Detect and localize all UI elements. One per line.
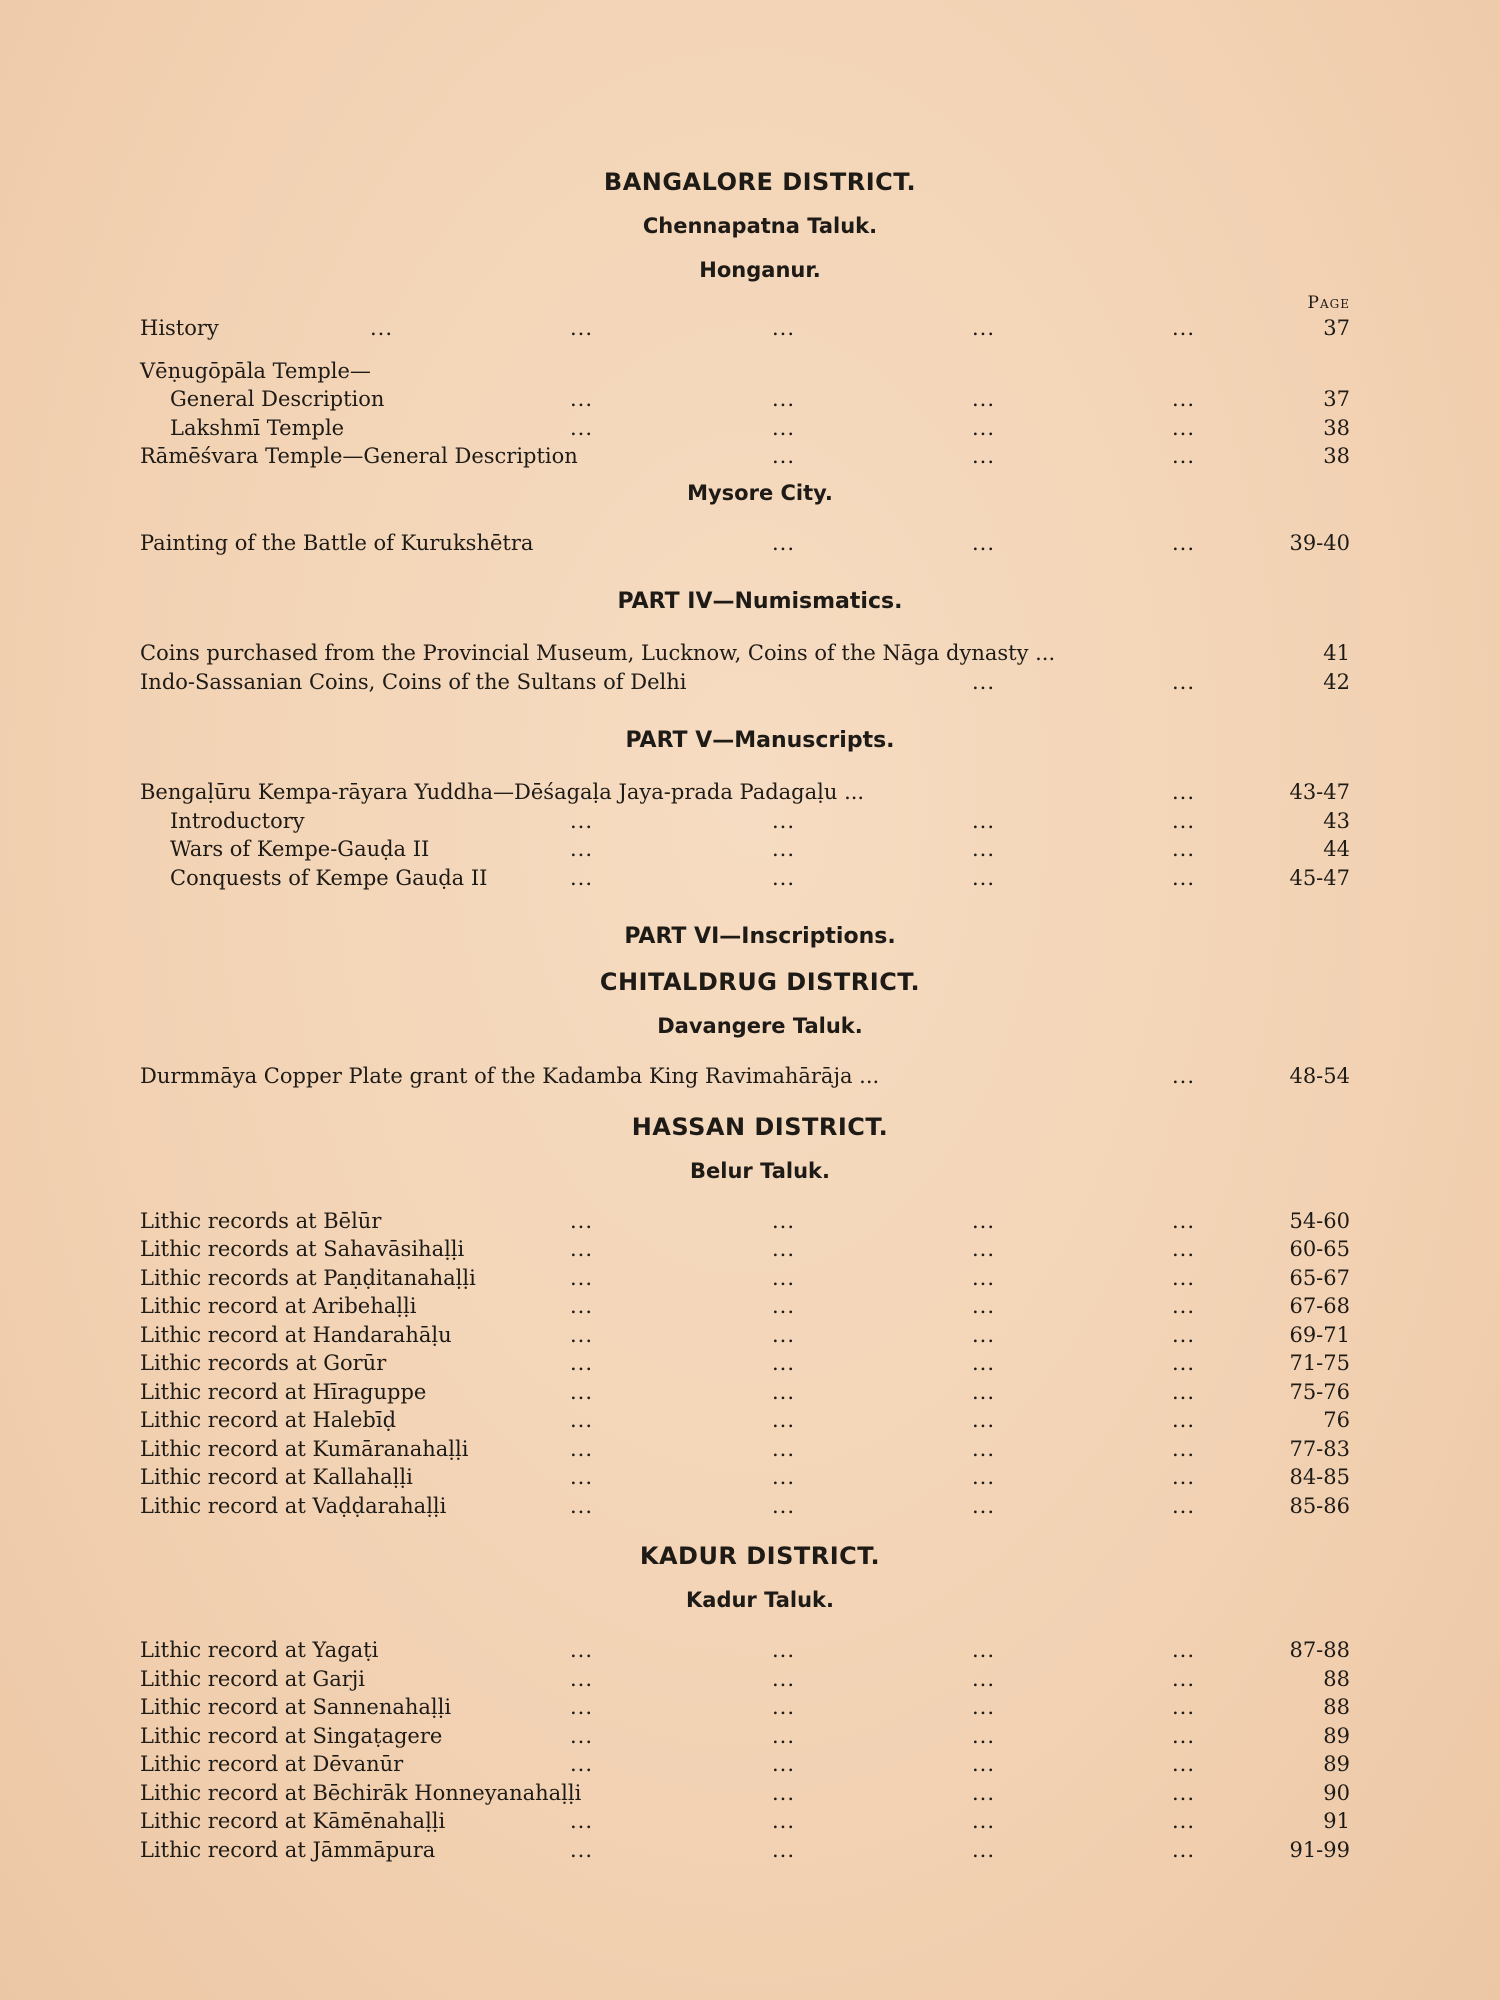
leader-dots: ... (1172, 808, 1196, 833)
toc-row (140, 1264, 1350, 1293)
leader-dots: ... (972, 1837, 996, 1862)
toc-row (140, 1321, 1350, 1350)
toc-label: Wars of Kempe-Gauḍa II (170, 837, 430, 861)
leader-dots: ... (570, 1752, 594, 1776)
toc-page: 41 (1323, 641, 1350, 665)
leader-dots: ... (772, 1322, 796, 1347)
leader-dots: ... (772, 1837, 796, 1862)
toc-label: Lithic record at Sannenahaḷḷi (140, 1695, 452, 1719)
toc-page: 37 (1323, 316, 1350, 340)
toc-label: Lithic records at Sahavāsihaḷḷi (140, 1237, 465, 1261)
toc-row (140, 1722, 1350, 1751)
leader-dots: ... (570, 1322, 594, 1347)
leader-dots: ... (1172, 1436, 1196, 1461)
toc-row (140, 1349, 1350, 1378)
toc-label: Coins purchased from the Provincial Museum, Lucknow, Coins of the Nāga dynasty ... (140, 641, 1056, 665)
leader-dots: ... (1172, 415, 1196, 440)
toc-label: Lithic records at Paṇḍitanahaḷḷi (140, 1265, 476, 1290)
leader-dots: ... (570, 1493, 594, 1518)
leader-dots: ... (570, 1809, 594, 1833)
leader-dots: ... (972, 1723, 996, 1748)
leader-dots: ... (972, 1465, 996, 1489)
leader-dots: ... (570, 415, 594, 440)
leader-dots: ... (1172, 1837, 1196, 1862)
toc-row (140, 1779, 1350, 1808)
toc-row-history (140, 314, 1350, 343)
toc-page: 38 (1323, 444, 1350, 468)
district-heading-hassan: HASSAN DISTRICT. (631, 1112, 889, 1141)
leader-dots: ... (570, 1408, 594, 1432)
toc-label: Lithic record at Kallahaḷḷi (140, 1465, 413, 1489)
district-heading-bangalore: BANGALORE DISTRICT. (603, 168, 917, 196)
leader-dots: ... (772, 1351, 796, 1375)
toc-label: Lithic record at Dēvanūr (140, 1752, 404, 1776)
leader-dots: ... (1172, 1666, 1196, 1691)
toc-label: Lithic record at Kumāranahaḷḷi (140, 1436, 469, 1461)
leader-dots: ... (1172, 1780, 1196, 1805)
leader-dots: ... (1172, 837, 1196, 861)
toc-page: 37 (1323, 387, 1350, 411)
leader-dots: ... (1172, 1493, 1196, 1518)
kadur-list (140, 1636, 1350, 1864)
leader-dots: ... (772, 1436, 796, 1461)
leader-dots: ... (1172, 1351, 1196, 1375)
leader-dots: ... (972, 1695, 996, 1719)
leader-dots: ... (772, 415, 796, 440)
leader-dots: ... (972, 1322, 996, 1347)
toc-row-wars (140, 835, 1350, 864)
leader-dots: ... (772, 1723, 796, 1748)
toc-page: 90 (1323, 1780, 1350, 1805)
leader-dots: ... (1172, 1208, 1196, 1233)
leader-dots: ... (570, 1294, 594, 1318)
toc-page: 60-65 (1289, 1237, 1350, 1261)
leader-dots: ... (1172, 1294, 1196, 1318)
leader-dots: ... (972, 1408, 996, 1432)
toc-row-general-description (140, 385, 1350, 414)
toc-label: Lithic record at Yagaṭi (140, 1638, 379, 1662)
toc-row (140, 1406, 1350, 1435)
toc-row-painting (140, 529, 1350, 558)
toc-page: 75-76 (1289, 1379, 1350, 1404)
leader-dots: ... (972, 1379, 996, 1404)
leader-dots: ... (772, 837, 796, 861)
toc-row-introductory (140, 807, 1350, 836)
leader-dots: ... (1172, 669, 1196, 694)
toc-row-lakshmi-temple (140, 414, 1350, 443)
leader-dots: ... (772, 1237, 796, 1261)
toc-page: 48-54 (1289, 1064, 1350, 1088)
leader-dots: ... (972, 1638, 996, 1662)
city-heading-mysore: Mysore City. (687, 480, 833, 505)
toc-page: 45-47 (1289, 865, 1350, 890)
toc-page: 91 (1323, 1809, 1350, 1833)
leader-dots: ... (772, 1666, 796, 1691)
leader-dots: ... (570, 1837, 594, 1862)
leader-dots: ... (1172, 387, 1196, 411)
leader-dots: ... (570, 1265, 594, 1290)
toc-row-kempa-rayara (140, 778, 1350, 807)
toc-row-ramesvara (140, 442, 1350, 471)
taluk-heading-chennapatna: Chennapatna Taluk. (642, 214, 878, 238)
leader-dots: ... (570, 1666, 594, 1691)
leader-dots: ... (570, 1208, 594, 1233)
toc-row (140, 1235, 1350, 1264)
leader-dots: ... (570, 1237, 594, 1261)
leader-dots: ... (972, 837, 996, 861)
leader-dots: ... (772, 1465, 796, 1489)
leader-dots: ... (1172, 1809, 1196, 1833)
leader-dots: ... (972, 669, 996, 694)
toc-page: 76 (1323, 1408, 1350, 1432)
toc-label: Rāmēśvara Temple—General Description (140, 444, 578, 468)
toc-page: 42 (1323, 669, 1350, 694)
toc-row (140, 1665, 1350, 1694)
leader-dots: ... (1172, 1465, 1196, 1489)
leader-dots: ... (772, 1780, 796, 1805)
toc-row (140, 1435, 1350, 1464)
toc-label: Lithic record at Vaḍḍarahaḷḷi (140, 1493, 447, 1518)
place-heading-honganur: Honganur. (699, 258, 821, 282)
toc-row-coins-lucknow (140, 639, 1350, 668)
leader-dots: ... (1172, 1408, 1196, 1432)
toc-row-indo-sassanian (140, 668, 1350, 697)
leader-dots: ... (972, 530, 996, 555)
leader-dots: ... (772, 865, 796, 890)
toc-page: 43 (1323, 808, 1350, 833)
toc-label: Durmmāya Copper Plate grant of the Kadamba King Ravimahārāja ... (140, 1064, 880, 1088)
toc-page: 89 (1323, 1752, 1350, 1776)
leader-dots: ... (1172, 530, 1196, 555)
toc-page: 91-99 (1289, 1837, 1350, 1862)
toc-label: History (140, 316, 219, 340)
toc-label: Introductory (170, 808, 305, 833)
toc-label: Lithic record at Kāmēnahaḷḷi (140, 1809, 446, 1833)
part-heading-numismatics: PART IV—Numismatics. (617, 589, 903, 614)
leader-dots: ... (570, 387, 594, 411)
leader-dots: ... (772, 1379, 796, 1404)
leader-dots: ... (972, 1294, 996, 1318)
toc-row (140, 1693, 1350, 1722)
leader-dots: ... (972, 1436, 996, 1461)
toc-row (140, 1750, 1350, 1779)
leader-dots: ... (972, 316, 996, 340)
leader-dots: ... (772, 1695, 796, 1719)
toc-page: 88 (1323, 1666, 1350, 1691)
toc-row (140, 1636, 1350, 1665)
leader-dots: ... (1172, 1752, 1196, 1776)
leader-dots: ... (972, 1351, 996, 1375)
leader-dots: ... (772, 808, 796, 833)
district-heading-chitaldrug: CHITALDRUG DISTRICT. (599, 968, 921, 996)
toc-page: 88 (1323, 1695, 1350, 1719)
table-of-contents (140, 160, 1350, 1864)
toc-row (140, 1207, 1350, 1236)
toc-page: 39-40 (1289, 530, 1350, 555)
toc-page: 67-68 (1289, 1294, 1350, 1318)
leader-dots: ... (772, 316, 796, 340)
leader-dots: ... (772, 1208, 796, 1233)
toc-label: Painting of the Battle of Kurukshētra (140, 530, 534, 555)
part-heading-inscriptions: PART VI—Inscriptions. (624, 924, 896, 949)
toc-label: Conquests of Kempe Gauḍa II (170, 865, 488, 890)
toc-label: Lithic record at Bēchirāk Honneyanahaḷḷi (140, 1780, 582, 1805)
leader-dots: ... (772, 1265, 796, 1290)
leader-dots: ... (1172, 1723, 1196, 1748)
leader-dots: ... (570, 865, 594, 890)
leader-dots: ... (570, 1436, 594, 1461)
leader-dots: ... (1172, 1638, 1196, 1662)
leader-dots: ... (772, 1752, 796, 1776)
toc-page: 89 (1323, 1723, 1350, 1748)
toc-row (140, 1292, 1350, 1321)
leader-dots: ... (1172, 780, 1196, 804)
leader-dots: ... (972, 1265, 996, 1290)
toc-label: Lithic record at Aribehaḷḷi (140, 1294, 417, 1318)
toc-row (140, 1836, 1350, 1865)
leader-dots: ... (972, 1237, 996, 1261)
toc-row (140, 1378, 1350, 1407)
leader-dots: ... (972, 444, 996, 468)
toc-label: Lithic records at Gorūr (140, 1351, 387, 1375)
leader-dots: ... (772, 1294, 796, 1318)
toc-label: Lithic record at Garji (140, 1666, 366, 1691)
toc-label: Bengaḷūru Kempa-rāyara Yuddha—Dēśagaḷa Jaya-prada Padagaḷu ... (140, 780, 865, 804)
toc-page: 38 (1323, 415, 1350, 440)
leader-dots: ... (1172, 1265, 1196, 1290)
toc-row-venugopala (140, 357, 1350, 386)
toc-page: 71-75 (1289, 1351, 1350, 1375)
leader-dots: ... (570, 808, 594, 833)
toc-page: 43-47 (1289, 780, 1350, 804)
leader-dots: ... (1172, 1064, 1196, 1088)
leader-dots: ... (972, 808, 996, 833)
toc-label: Lithic record at Handarahāḷu (140, 1322, 452, 1347)
leader-dots: ... (972, 1493, 996, 1518)
leader-dots: ... (570, 1723, 594, 1748)
toc-page: 69-71 (1289, 1322, 1350, 1347)
taluk-heading-kadur: Kadur Taluk. (686, 1588, 834, 1612)
leader-dots: ... (570, 1351, 594, 1375)
toc-page: 77-83 (1289, 1436, 1350, 1461)
hassan-list (140, 1207, 1350, 1521)
leader-dots: ... (1172, 1237, 1196, 1261)
leader-dots: ... (972, 865, 996, 890)
taluk-heading-davangere: Davangere Taluk. (657, 1014, 863, 1038)
toc-page: 44 (1323, 837, 1350, 861)
toc-row (140, 1492, 1350, 1521)
leader-dots: ... (772, 1408, 796, 1432)
leader-dots: ... (570, 1695, 594, 1719)
leader-dots: ... (570, 316, 594, 340)
toc-label: Lithic record at Jāmmāpura (140, 1837, 436, 1862)
leader-dots: ... (370, 316, 394, 340)
toc-label: Lithic record at Halebīḍ (140, 1408, 397, 1432)
toc-label: General Description (170, 387, 385, 411)
leader-dots: ... (1172, 316, 1196, 340)
toc-page: 84-85 (1289, 1465, 1350, 1489)
leader-dots: ... (1172, 1695, 1196, 1719)
leader-dots: ... (972, 1752, 996, 1776)
leader-dots: ... (570, 837, 594, 861)
toc-label: Indo-Sassanian Coins, Coins of the Sultans of Delhi (140, 669, 687, 694)
toc-label: Lithic records at Bēlūr (140, 1208, 382, 1233)
leader-dots: ... (570, 1465, 594, 1489)
leader-dots: ... (772, 387, 796, 411)
leader-dots: ... (570, 1638, 594, 1662)
toc-row (140, 1463, 1350, 1492)
toc-row-durmmaya (140, 1062, 1350, 1091)
part-heading-manuscripts: PART V—Manuscripts. (625, 728, 895, 753)
leader-dots: ... (972, 387, 996, 411)
leader-dots: ... (772, 1809, 796, 1833)
leader-dots: ... (972, 1208, 996, 1233)
taluk-heading-belur: Belur Taluk. (690, 1158, 830, 1183)
toc-label: Lithic record at Hīraguppe (140, 1379, 427, 1404)
toc-page: 65-67 (1289, 1265, 1350, 1290)
leader-dots: ... (1172, 1322, 1196, 1347)
toc-page: 54-60 (1289, 1208, 1350, 1233)
leader-dots: ... (1172, 1379, 1196, 1404)
toc-label: Lakshmī Temple (170, 415, 345, 440)
leader-dots: ... (570, 1379, 594, 1404)
leader-dots: ... (772, 530, 796, 555)
leader-dots: ... (772, 1493, 796, 1518)
toc-label: Vēṇugōpāla Temple— (140, 358, 371, 383)
leader-dots: ... (1172, 865, 1196, 890)
leader-dots: ... (772, 1638, 796, 1662)
toc-page: 85-86 (1289, 1493, 1350, 1518)
toc-row (140, 1807, 1350, 1836)
page-column-label: Page (1307, 293, 1350, 313)
leader-dots: ... (972, 1666, 996, 1691)
toc-page: 87-88 (1289, 1638, 1350, 1662)
leader-dots: ... (972, 1809, 996, 1833)
leader-dots: ... (772, 444, 796, 468)
leader-dots: ... (972, 1780, 996, 1805)
toc-row-conquests (140, 864, 1350, 893)
leader-dots: ... (972, 415, 996, 440)
district-heading-kadur: KADUR DISTRICT. (639, 1542, 881, 1570)
toc-label: Lithic record at Singaṭagere (140, 1723, 443, 1748)
leader-dots: ... (1172, 444, 1196, 468)
